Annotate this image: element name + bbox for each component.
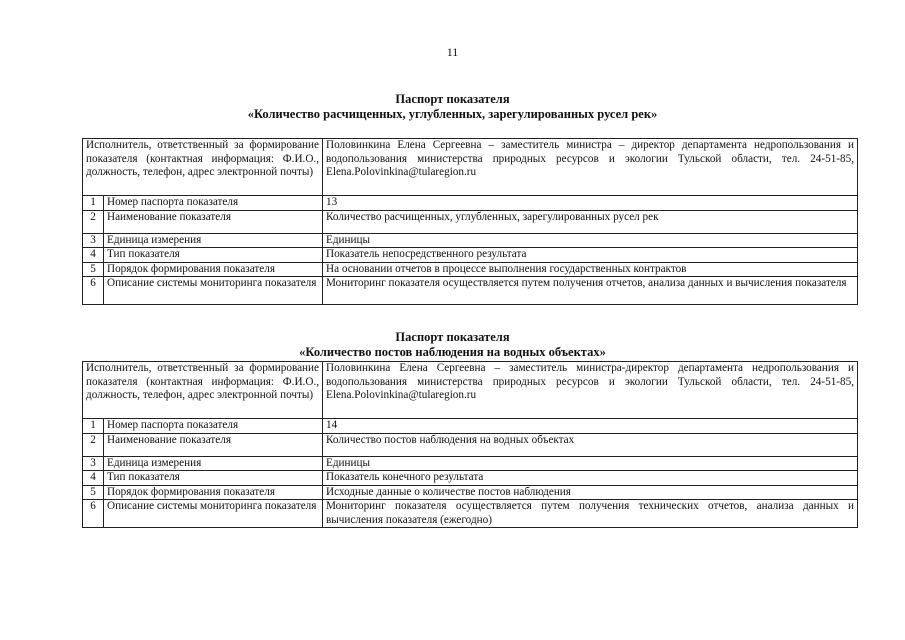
row-value: Показатель непосредственного результата	[323, 248, 858, 263]
row-value: Количество постов наблюдения на водных объектах	[323, 433, 858, 456]
row-number: 2	[83, 433, 104, 456]
row-number: 6	[83, 500, 104, 528]
passport-heading: Паспорт показателя	[395, 330, 510, 344]
page-number: 11	[446, 45, 459, 59]
table-row	[83, 456, 858, 471]
table-row	[83, 433, 858, 456]
passport-title-2	[0, 330, 905, 360]
row-value: На основании отчетов в процессе выполнения государственных контрактов	[323, 262, 858, 277]
row-label: Единица измерения	[104, 233, 323, 248]
row-value: 14	[323, 419, 858, 434]
passport-table-2	[82, 361, 858, 528]
table-row	[83, 139, 858, 196]
passport-table-1	[82, 138, 858, 305]
table-row	[83, 196, 858, 211]
table-row	[83, 233, 858, 248]
row-number: 6	[83, 277, 104, 305]
row-value: Единицы	[323, 456, 858, 471]
table-row	[83, 277, 858, 305]
row-number: 3	[83, 233, 104, 248]
row-value: Исходные данные о количестве постов наблюдения	[323, 485, 858, 500]
row-number: 4	[83, 248, 104, 263]
responsible-value: Половинкина Елена Сергеевна – заместитель министра-директор департамента недропользования и водопользования министерства природных ресурсов и экологии Тульской области, тел. 24-51-85, Elena.Polovinkina@tularegion.ru	[323, 362, 858, 419]
row-label: Описание системы мониторинга показателя	[104, 277, 323, 305]
row-value: 13	[323, 196, 858, 211]
row-number: 4	[83, 471, 104, 486]
row-label: Наименование показателя	[104, 433, 323, 456]
row-number: 3	[83, 456, 104, 471]
indicator-name-heading: «Количество расчищенных, углубленных, зарегулированных русел рек»	[247, 107, 658, 121]
responsible-label: Исполнитель, ответственный за формирование показателя (контактная информация: Ф.И.О., должность, телефон, адрес электронной почты)	[83, 139, 323, 196]
row-value: Мониторинг показателя осуществляется путем получения отчетов, анализа данных и вычисления показателя	[323, 277, 858, 305]
responsible-value: Половинкина Елена Сергеевна – заместитель министра – директор департамента недропользования и водопользования министерства природных ресурсов и экологии Тульской области, тел. 24-51-85, Elena.Polovinkina@tularegion.ru	[323, 139, 858, 196]
row-value: Мониторинг показателя осуществляется путем получения технических отчетов, анализа данных и вычисления показателя (ежегодно)	[323, 500, 858, 528]
row-label: Порядок формирования показателя	[104, 262, 323, 277]
table-row	[83, 419, 858, 434]
row-label: Тип показателя	[104, 248, 323, 263]
row-label: Номер паспорта показателя	[104, 419, 323, 434]
row-value: Количество расчищенных, углубленных, зарегулированных русел рек	[323, 210, 858, 233]
table-row	[83, 248, 858, 263]
responsible-label: Исполнитель, ответственный за формирование показателя (контактная информация: Ф.И.О., должность, телефон, адрес электронной почты)	[83, 362, 323, 419]
row-label: Единица измерения	[104, 456, 323, 471]
table-row	[83, 362, 858, 419]
indicator-name-heading: «Количество постов наблюдения на водных объектах»	[299, 345, 606, 359]
table-row	[83, 210, 858, 233]
row-number: 2	[83, 210, 104, 233]
row-value: Показатель конечного результата	[323, 471, 858, 486]
table-row	[83, 485, 858, 500]
row-number: 5	[83, 485, 104, 500]
row-number: 1	[83, 196, 104, 211]
table-row	[83, 262, 858, 277]
passport-heading: Паспорт показателя	[395, 92, 510, 106]
table-row	[83, 500, 858, 528]
row-label: Номер паспорта показателя	[104, 196, 323, 211]
row-label: Порядок формирования показателя	[104, 485, 323, 500]
row-label: Описание системы мониторинга показателя	[104, 500, 323, 528]
table-row	[83, 471, 858, 486]
row-number: 5	[83, 262, 104, 277]
row-label: Наименование показателя	[104, 210, 323, 233]
row-label: Тип показателя	[104, 471, 323, 486]
row-value: Единицы	[323, 233, 858, 248]
passport-title-1	[0, 92, 905, 122]
row-number: 1	[83, 419, 104, 434]
